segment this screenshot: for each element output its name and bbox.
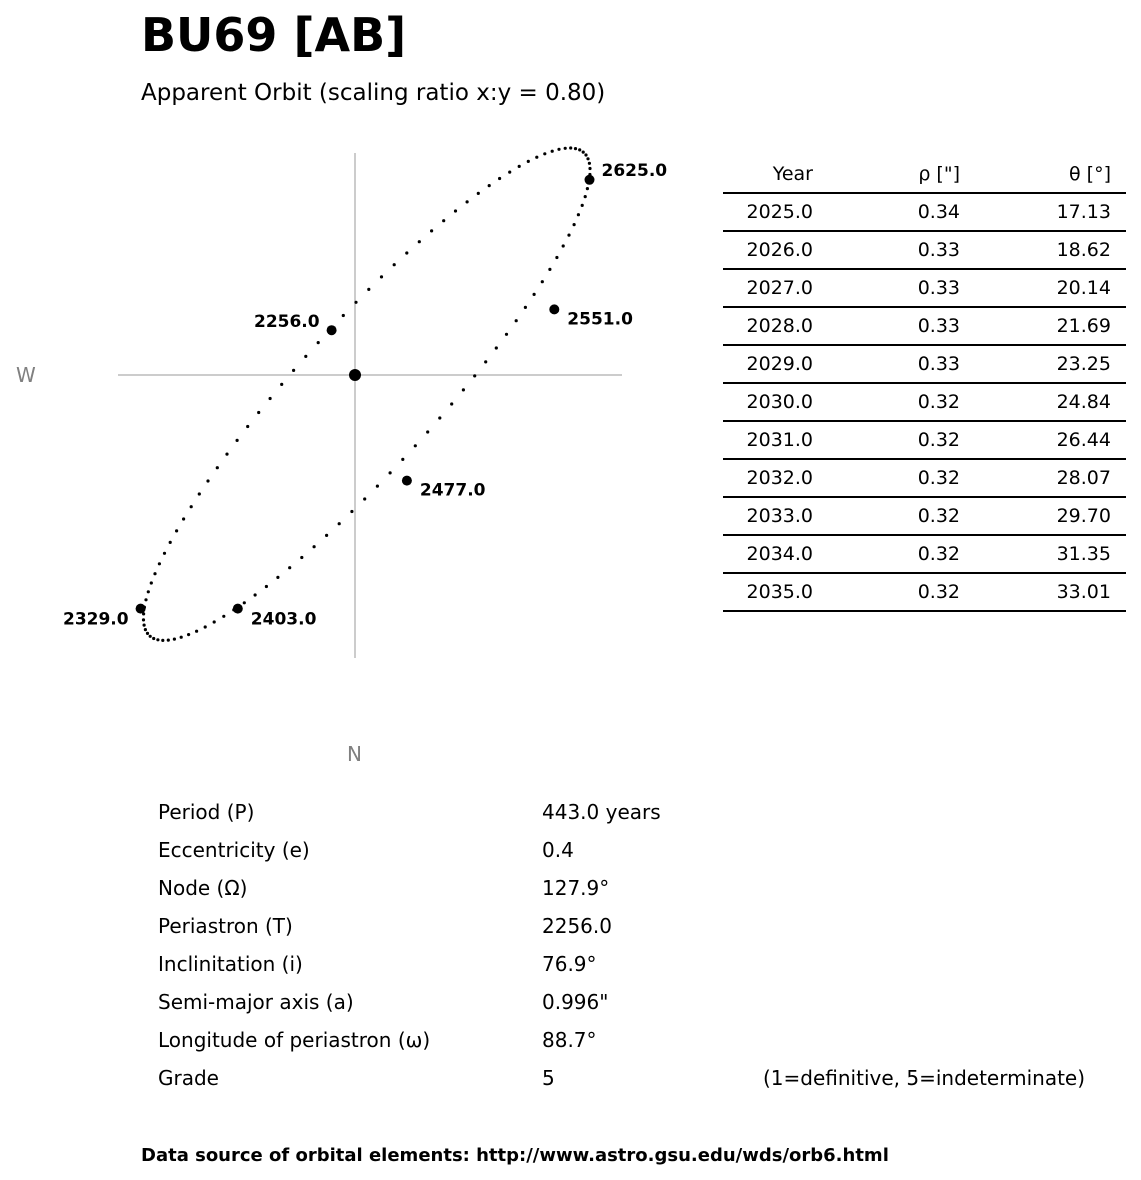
orbit-dot bbox=[515, 319, 518, 322]
epoch-point bbox=[402, 476, 412, 486]
element-value: 0.996" bbox=[542, 990, 609, 1014]
axis-label-west: W bbox=[16, 363, 36, 387]
cell-theta: 33.01 bbox=[960, 573, 1111, 611]
orbit-dot bbox=[393, 263, 396, 266]
orbit-dot bbox=[527, 160, 530, 163]
cell-theta: 29.70 bbox=[960, 497, 1111, 535]
orbit-dot bbox=[584, 153, 587, 156]
element-note: (1=definitive, 5=indeterminate) bbox=[763, 1066, 1086, 1090]
orbit-dot bbox=[438, 416, 441, 419]
orbit-dot bbox=[236, 439, 239, 442]
cell-theta: 20.14 bbox=[960, 269, 1111, 307]
orbit-dot bbox=[338, 522, 341, 525]
cell-year: 2027.0 bbox=[723, 269, 813, 307]
orbit-dot bbox=[508, 171, 511, 174]
orbit-dot bbox=[204, 625, 207, 628]
orbit-dot bbox=[401, 458, 404, 461]
orbit-dot bbox=[169, 541, 172, 544]
orbit-dot bbox=[573, 223, 576, 226]
orbit-dot bbox=[150, 581, 153, 584]
element-row bbox=[158, 792, 1118, 830]
orbit-dot bbox=[535, 156, 538, 159]
cell-year: 2030.0 bbox=[723, 383, 813, 421]
epoch-label: 2551.0 bbox=[567, 309, 633, 330]
axis-label-north: N bbox=[347, 742, 362, 766]
epoch-label: 2329.0 bbox=[62, 609, 129, 630]
orbit-dot bbox=[551, 150, 554, 153]
cell-rho: 0.33 bbox=[813, 231, 960, 269]
orbit-dot bbox=[190, 505, 193, 508]
orbit-dot bbox=[477, 192, 480, 195]
orbit-dot bbox=[562, 244, 565, 247]
epoch-label: 2256.0 bbox=[253, 312, 320, 333]
element-value: 443.0 years bbox=[542, 800, 661, 824]
orbit-dot bbox=[147, 590, 150, 593]
epoch-label: 2625.0 bbox=[601, 160, 668, 181]
orbit-dot bbox=[149, 635, 152, 638]
orbit-dot bbox=[300, 556, 303, 559]
orbit-dot bbox=[292, 369, 295, 372]
primary-star-marker bbox=[349, 369, 361, 381]
orbit-dot bbox=[350, 510, 353, 513]
cell-theta: 26.44 bbox=[960, 421, 1111, 459]
orbit-dot bbox=[325, 534, 328, 537]
orbit-dot bbox=[414, 444, 417, 447]
element-value: 127.9° bbox=[542, 876, 610, 900]
orbit-dot bbox=[146, 632, 149, 635]
orbit-dot bbox=[158, 562, 161, 565]
orbit-dot bbox=[578, 148, 581, 151]
table-row bbox=[723, 269, 1126, 307]
cell-rho: 0.33 bbox=[813, 307, 960, 345]
orbit-dot bbox=[380, 275, 383, 278]
orbit-dot bbox=[518, 165, 521, 168]
orbit-dot bbox=[574, 147, 577, 150]
table-row bbox=[723, 459, 1126, 497]
orbit-dot bbox=[182, 517, 185, 520]
cell-rho: 0.34 bbox=[813, 193, 960, 231]
orbit-dot bbox=[557, 148, 560, 151]
table-row bbox=[723, 573, 1126, 611]
orbit-dot bbox=[524, 306, 527, 309]
orbit-dot bbox=[498, 177, 501, 180]
orbit-dot bbox=[389, 471, 392, 474]
orbit-dot bbox=[216, 466, 219, 469]
cell-rho: 0.33 bbox=[813, 345, 960, 383]
orbit-dot bbox=[317, 341, 320, 344]
orbit-dot bbox=[175, 529, 178, 532]
orbit-dot bbox=[153, 572, 156, 575]
cell-spacer bbox=[1111, 269, 1126, 307]
cell-year: 2033.0 bbox=[723, 497, 813, 535]
cell-spacer bbox=[1111, 231, 1126, 269]
orbit-dot bbox=[484, 360, 487, 363]
element-label: Period (P) bbox=[158, 800, 255, 824]
orbit-dot bbox=[222, 615, 225, 618]
orbit-dot bbox=[143, 624, 146, 627]
orbit-dot bbox=[313, 545, 316, 548]
element-row bbox=[158, 982, 1118, 1020]
element-label: Eccentricity (e) bbox=[158, 838, 310, 862]
orbit-dot bbox=[569, 146, 572, 149]
orbit-dot bbox=[588, 162, 591, 165]
orbit-dot bbox=[161, 639, 164, 642]
orbit-dot bbox=[548, 268, 551, 271]
orbit-dot bbox=[584, 195, 587, 198]
table-header-row bbox=[723, 156, 1126, 193]
orbit-dot bbox=[541, 280, 544, 283]
table-row bbox=[723, 383, 1126, 421]
cell-spacer bbox=[1111, 421, 1126, 459]
element-row bbox=[158, 1020, 1118, 1058]
orbit-plot bbox=[0, 140, 700, 780]
orbit-dot bbox=[454, 209, 457, 212]
orbit-dot bbox=[187, 633, 190, 636]
orbit-dot bbox=[450, 402, 453, 405]
element-label: Semi-major axis (a) bbox=[158, 990, 354, 1014]
page-subtitle: Apparent Orbit (scaling ratio x:y = 0.80) bbox=[141, 80, 606, 106]
orbit-dot bbox=[363, 497, 366, 500]
cell-rho: 0.32 bbox=[813, 383, 960, 421]
orbit-dot bbox=[342, 314, 345, 317]
cell-rho: 0.32 bbox=[813, 573, 960, 611]
element-value: 76.9° bbox=[542, 952, 597, 976]
element-label: Longitude of periastron (ω) bbox=[158, 1028, 431, 1052]
orbit-dot bbox=[430, 229, 433, 232]
orbit-dot bbox=[180, 636, 183, 639]
cell-year: 2028.0 bbox=[723, 307, 813, 345]
orbit-dot bbox=[163, 552, 166, 555]
orbit-dot bbox=[276, 576, 279, 579]
cell-theta: 24.84 bbox=[960, 383, 1111, 421]
cell-year: 2032.0 bbox=[723, 459, 813, 497]
cell-spacer bbox=[1111, 193, 1126, 231]
orbit-dot bbox=[265, 585, 268, 588]
orbit-dot bbox=[543, 152, 546, 155]
element-value: 88.7° bbox=[542, 1028, 597, 1052]
orbit-dot bbox=[198, 492, 201, 495]
cell-spacer bbox=[1111, 345, 1126, 383]
page-title: BU69 [AB] bbox=[141, 8, 407, 62]
orbit-dot bbox=[495, 346, 498, 349]
table-row bbox=[723, 231, 1126, 269]
table-row bbox=[723, 421, 1126, 459]
cell-spacer bbox=[1111, 383, 1126, 421]
ephemeris-table bbox=[723, 156, 1126, 612]
epoch-point bbox=[327, 325, 337, 335]
orbit-dot bbox=[288, 566, 291, 569]
orbit-dot bbox=[462, 388, 465, 391]
cell-spacer bbox=[1111, 497, 1126, 535]
table-row bbox=[723, 497, 1126, 535]
orbit-dot bbox=[254, 593, 257, 596]
orbit-dot bbox=[257, 411, 260, 414]
orbit-dot bbox=[376, 485, 379, 488]
orbit-dot bbox=[577, 213, 580, 216]
epoch-label: 2403.0 bbox=[250, 609, 317, 630]
cell-spacer bbox=[1111, 573, 1126, 611]
cell-rho: 0.33 bbox=[813, 269, 960, 307]
element-value: 0.4 bbox=[542, 838, 574, 862]
element-label: Inclinitation (i) bbox=[158, 952, 303, 976]
orbit-dot bbox=[505, 333, 508, 336]
cell-year: 2035.0 bbox=[723, 573, 813, 611]
cell-theta: 31.35 bbox=[960, 535, 1111, 573]
orbit-dot bbox=[195, 630, 198, 633]
orbit-dot bbox=[466, 200, 469, 203]
orbit-dot bbox=[167, 639, 170, 642]
cell-rho: 0.32 bbox=[813, 535, 960, 573]
orbit-dot bbox=[144, 598, 147, 601]
element-label: Node (Ω) bbox=[158, 876, 248, 900]
element-row bbox=[158, 1058, 1118, 1096]
cell-spacer bbox=[1111, 307, 1126, 345]
element-value: 2256.0 bbox=[542, 914, 612, 938]
epoch-point bbox=[136, 604, 146, 614]
epoch-markers bbox=[63, 161, 667, 630]
orbit-dot bbox=[225, 453, 228, 456]
cell-spacer bbox=[1111, 535, 1126, 573]
cell-year: 2026.0 bbox=[723, 231, 813, 269]
cell-theta: 17.13 bbox=[960, 193, 1111, 231]
epoch-point bbox=[585, 175, 595, 185]
cell-theta: 28.07 bbox=[960, 459, 1111, 497]
orbital-elements-list bbox=[158, 792, 1118, 1096]
orbit-dot bbox=[367, 288, 370, 291]
cell-rho: 0.32 bbox=[813, 421, 960, 459]
orbit-dot bbox=[555, 256, 558, 259]
orbit-dot bbox=[156, 638, 159, 641]
orbit-dot bbox=[426, 430, 429, 433]
orbit-dot bbox=[173, 638, 176, 641]
orbit-dot bbox=[405, 251, 408, 254]
orbit-dot bbox=[206, 479, 209, 482]
table-row bbox=[723, 345, 1126, 383]
orbit-dot bbox=[269, 397, 272, 400]
element-label: Periastron (T) bbox=[158, 914, 293, 938]
orbit-dot bbox=[246, 425, 249, 428]
epoch-label: 2477.0 bbox=[419, 480, 486, 501]
orbit-dot bbox=[243, 601, 246, 604]
table-row bbox=[723, 535, 1126, 573]
element-label: Grade bbox=[158, 1066, 219, 1090]
header-theta: θ [°] bbox=[960, 156, 1111, 193]
element-row bbox=[158, 868, 1118, 906]
cell-spacer bbox=[1111, 459, 1126, 497]
orbit-dot bbox=[144, 628, 147, 631]
epoch-point bbox=[549, 304, 559, 314]
header-spacer bbox=[1111, 156, 1126, 193]
data-source-note: Data source of orbital elements: http://www.astro.gsu.edu/wds/orb6.html bbox=[141, 1145, 889, 1166]
orbit-path bbox=[142, 146, 592, 642]
header-year: Year bbox=[723, 156, 813, 193]
element-row bbox=[158, 906, 1118, 944]
cell-rho: 0.32 bbox=[813, 497, 960, 535]
orbit-dot bbox=[354, 301, 357, 304]
cell-theta: 21.69 bbox=[960, 307, 1111, 345]
cell-year: 2031.0 bbox=[723, 421, 813, 459]
orbit-dot bbox=[213, 620, 216, 623]
orbit-dot bbox=[567, 234, 570, 237]
orbit-dot bbox=[533, 293, 536, 296]
orbit-dot bbox=[582, 151, 585, 154]
orbit-dot bbox=[152, 637, 155, 640]
element-row bbox=[158, 830, 1118, 868]
cell-theta: 23.25 bbox=[960, 345, 1111, 383]
orbit-dot bbox=[304, 355, 307, 358]
element-row bbox=[158, 944, 1118, 982]
header-rho: ρ ["] bbox=[813, 156, 960, 193]
orbit-dot bbox=[586, 157, 589, 160]
orbit-dot bbox=[142, 618, 145, 621]
orbit-dot bbox=[473, 374, 476, 377]
orbit-dot bbox=[442, 219, 445, 222]
cell-year: 2029.0 bbox=[723, 345, 813, 383]
cell-rho: 0.32 bbox=[813, 459, 960, 497]
cell-theta: 18.62 bbox=[960, 231, 1111, 269]
table-row bbox=[723, 193, 1126, 231]
orbit-dot bbox=[581, 204, 584, 207]
orbit-dot bbox=[418, 240, 421, 243]
table-row bbox=[723, 307, 1126, 345]
orbit-dot bbox=[586, 187, 589, 190]
epoch-point bbox=[233, 604, 243, 614]
orbit-dot bbox=[488, 184, 491, 187]
cell-year: 2025.0 bbox=[723, 193, 813, 231]
orbit-dot bbox=[564, 147, 567, 150]
orbit-dot bbox=[280, 383, 283, 386]
element-value: 5 bbox=[542, 1066, 555, 1090]
orbit-dot bbox=[588, 167, 591, 170]
cell-year: 2034.0 bbox=[723, 535, 813, 573]
